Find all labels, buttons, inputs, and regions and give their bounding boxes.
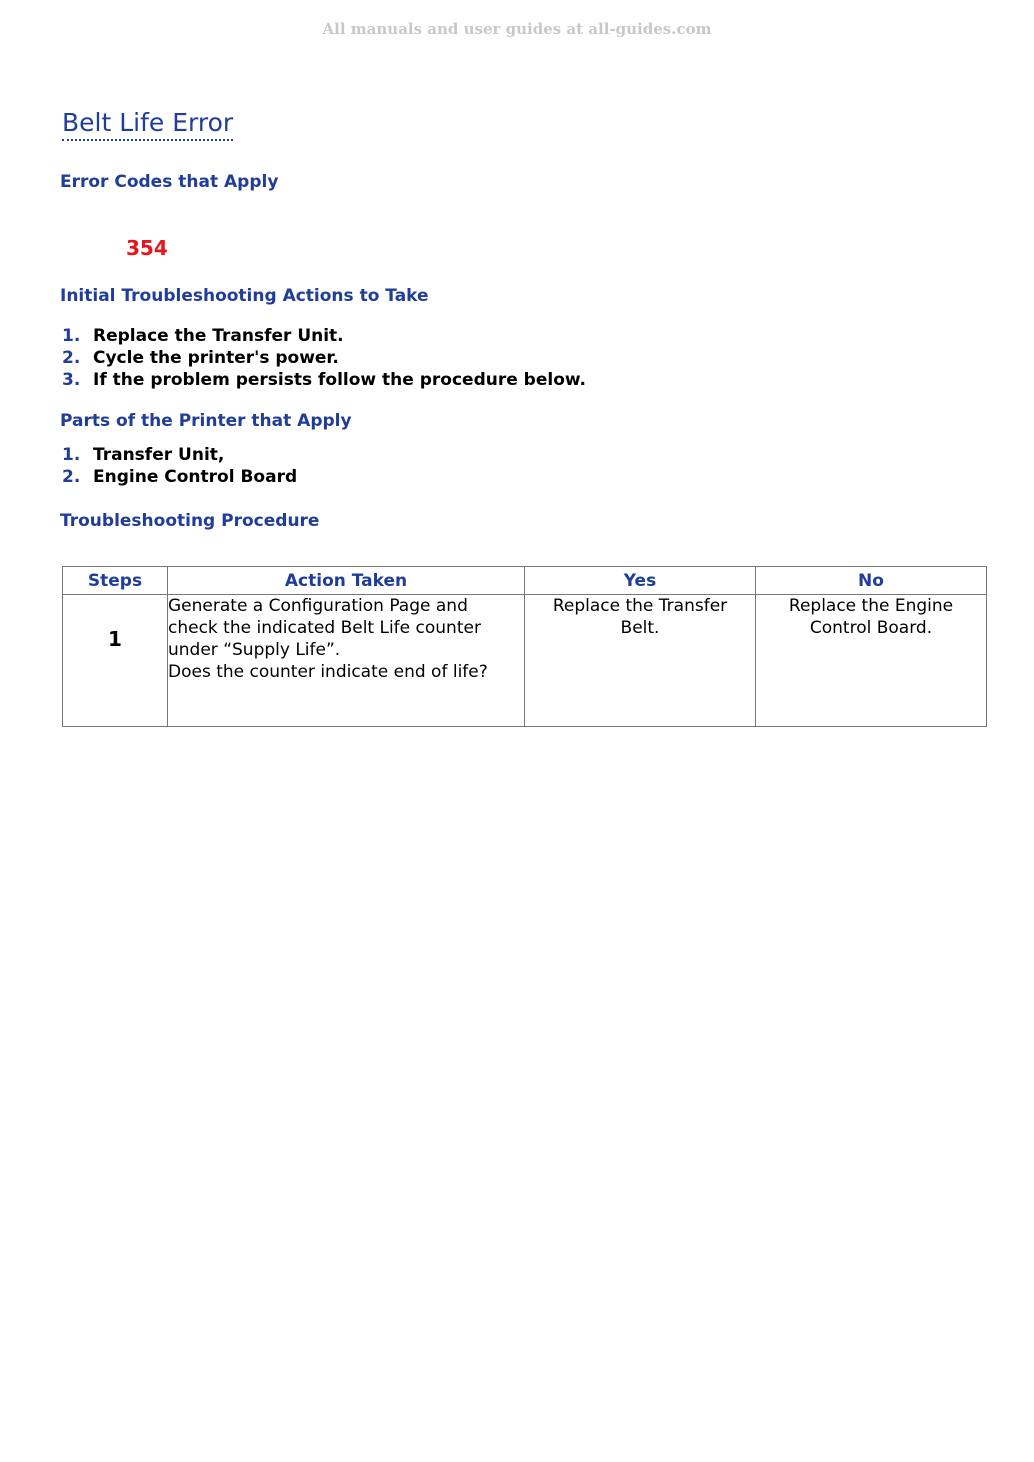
page-title: Belt Life Error xyxy=(62,108,233,141)
parts-list xyxy=(62,444,297,488)
column-header-no: No xyxy=(756,567,987,595)
column-header-yes: Yes xyxy=(525,567,756,595)
initial-steps-list xyxy=(62,325,586,391)
list-item xyxy=(62,325,586,347)
yes-line: Replace the Transfer xyxy=(552,596,728,616)
list-item-text: Transfer Unit, xyxy=(93,445,225,465)
no-cell xyxy=(756,595,987,727)
list-item-text: Engine Control Board xyxy=(93,467,298,487)
list-number: 1. xyxy=(62,445,81,465)
step-cell xyxy=(63,595,168,727)
list-number: 3. xyxy=(62,370,81,390)
yes-line: Belt. xyxy=(620,618,660,638)
list-number: 2. xyxy=(62,467,81,487)
list-item-text: Replace the Transfer Unit. xyxy=(93,326,344,346)
error-code: 354 xyxy=(126,236,168,260)
action-line: under “Supply Life”. xyxy=(168,640,341,660)
list-number: 2. xyxy=(62,348,81,368)
section-heading-parts: Parts of the Printer that Apply xyxy=(60,411,352,431)
action-line: check the indicated Belt Life counter xyxy=(168,618,481,638)
list-item xyxy=(62,369,586,391)
list-number: 1. xyxy=(62,326,81,346)
column-header-steps: Steps xyxy=(63,567,168,595)
section-heading-initial-actions: Initial Troubleshooting Actions to Take xyxy=(60,286,429,306)
yes-cell xyxy=(525,595,756,727)
no-line: Replace the Engine xyxy=(788,596,954,616)
list-item xyxy=(62,444,297,466)
list-item xyxy=(62,347,586,369)
section-heading-error-codes: Error Codes that Apply xyxy=(60,172,279,192)
list-item-text: Cycle the printer's power. xyxy=(93,348,339,368)
action-line: Does the counter indicate end of life? xyxy=(168,662,488,682)
action-line: Generate a Configuration Page and xyxy=(168,596,468,616)
no-line: Control Board. xyxy=(809,618,933,638)
watermark: All manuals and user guides at all-guides.com xyxy=(322,20,712,38)
section-heading-procedure: Troubleshooting Procedure xyxy=(60,511,320,531)
list-item xyxy=(62,466,297,488)
step-number: 1 xyxy=(108,627,122,651)
list-item-text: If the problem persists follow the procedure below. xyxy=(93,370,586,390)
table-row xyxy=(63,595,987,727)
table-header-row xyxy=(63,567,987,595)
action-cell xyxy=(168,595,525,727)
procedure-table xyxy=(62,566,987,727)
column-header-action: Action Taken xyxy=(168,567,525,595)
